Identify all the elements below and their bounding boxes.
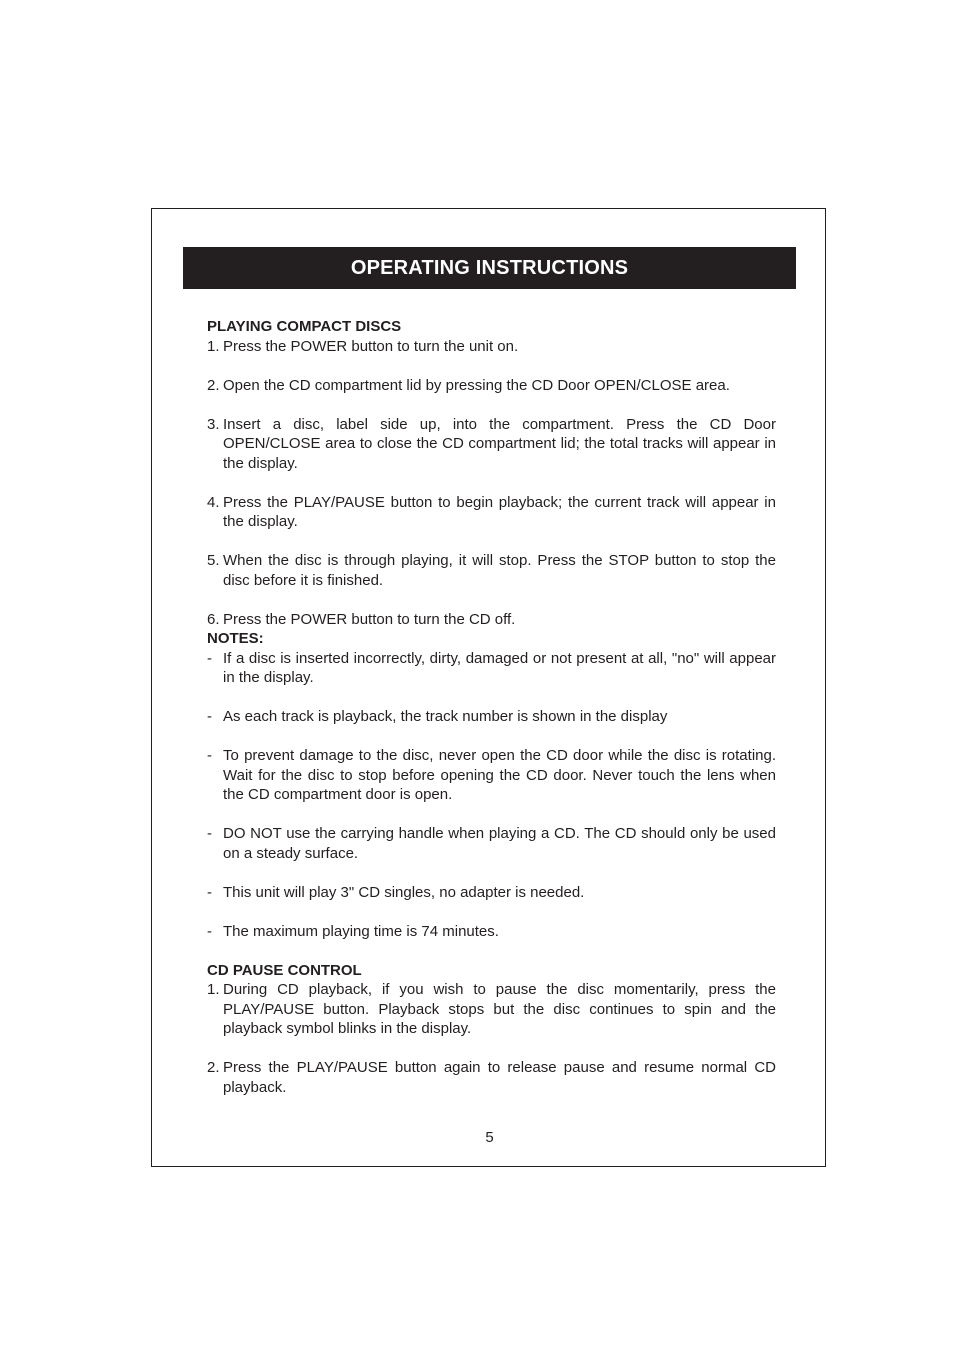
bullet-dash: -	[207, 883, 212, 901]
page-title-text: OPERATING INSTRUCTIONS	[350, 256, 629, 279]
note-text: If a disc is inserted incorrectly, dirty, damaged or not present at all, "no" will appear in the display.	[223, 649, 776, 686]
note-text: To prevent damage to the disc, never open the CD door while the disc is rotating. Wait for the disc to stop before opening the CD door. Never touch the lens when the CD compartment door is open.	[223, 747, 776, 803]
list-item	[207, 415, 776, 474]
step-number: 1.	[207, 337, 220, 355]
step-number: 5.	[207, 552, 220, 569]
section-heading-playing: PLAYING COMPACT DISCS	[207, 318, 402, 335]
step-text: Insert a disc, label side up, into the compartment. Press the CD Door OPEN/CLOSE area to close the CD compartment lid; the total tracks will appear in the display.	[223, 415, 776, 472]
step-text: Press the PLAY/PAUSE button again to release pause and resume normal CD playback.	[223, 1059, 776, 1096]
step-number: 6.	[207, 610, 220, 628]
note-text: As each track is playback, the track number is shown in the display	[223, 708, 668, 725]
list-item	[207, 610, 776, 630]
list-item	[207, 649, 776, 688]
list-item	[207, 922, 776, 942]
page-title	[183, 247, 796, 289]
step-number: 4.	[207, 493, 220, 511]
list-item	[207, 883, 776, 903]
list-item	[207, 551, 776, 590]
bullet-dash: -	[207, 922, 212, 940]
list-item	[207, 980, 776, 1039]
bullet-dash: -	[207, 825, 212, 842]
step-text: Open the CD compartment lid by pressing the CD Door OPEN/CLOSE area.	[223, 376, 730, 394]
step-text: Press the POWER button to turn the unit on.	[223, 337, 519, 355]
step-number: 3.	[207, 415, 220, 433]
page-content	[207, 317, 776, 1097]
step-number: 1.	[207, 981, 220, 998]
step-text: Press the POWER button to turn the CD off.	[223, 610, 516, 628]
list-item	[207, 337, 776, 357]
list-item	[207, 707, 776, 727]
list-item	[207, 746, 776, 805]
list-item	[207, 376, 776, 396]
step-text: During CD playback, if you wish to pause the disc momentarily, press the PLAY/PAUSE button. Playback stops but the disc continues to spin and the playback symbol blinks in the display.	[223, 981, 776, 1037]
page-number: 5	[485, 1129, 494, 1146]
bullet-dash: -	[207, 649, 212, 667]
bullet-dash: -	[207, 747, 212, 764]
page-frame	[151, 208, 826, 1167]
step-text: Press the PLAY/PAUSE button to begin playback; the current track will appear in the display.	[223, 493, 776, 530]
list-item	[207, 824, 776, 863]
step-number: 2.	[207, 376, 220, 394]
list-item	[207, 493, 776, 532]
note-text: DO NOT use the carrying handle when playing a CD. The CD should only be used on a steady surface.	[223, 825, 776, 862]
section-heading-notes: NOTES:	[207, 630, 264, 647]
section-heading-pause: CD PAUSE CONTROL	[207, 961, 362, 979]
step-number: 2.	[207, 1059, 220, 1076]
list-item	[207, 1058, 776, 1097]
note-text: The maximum playing time is 74 minutes.	[223, 922, 499, 940]
bullet-dash: -	[207, 708, 212, 725]
step-text: When the disc is through playing, it will stop. Press the STOP button to stop the disc before it is finished.	[223, 552, 776, 589]
note-text: This unit will play 3" CD singles, no adapter is needed.	[223, 883, 585, 901]
